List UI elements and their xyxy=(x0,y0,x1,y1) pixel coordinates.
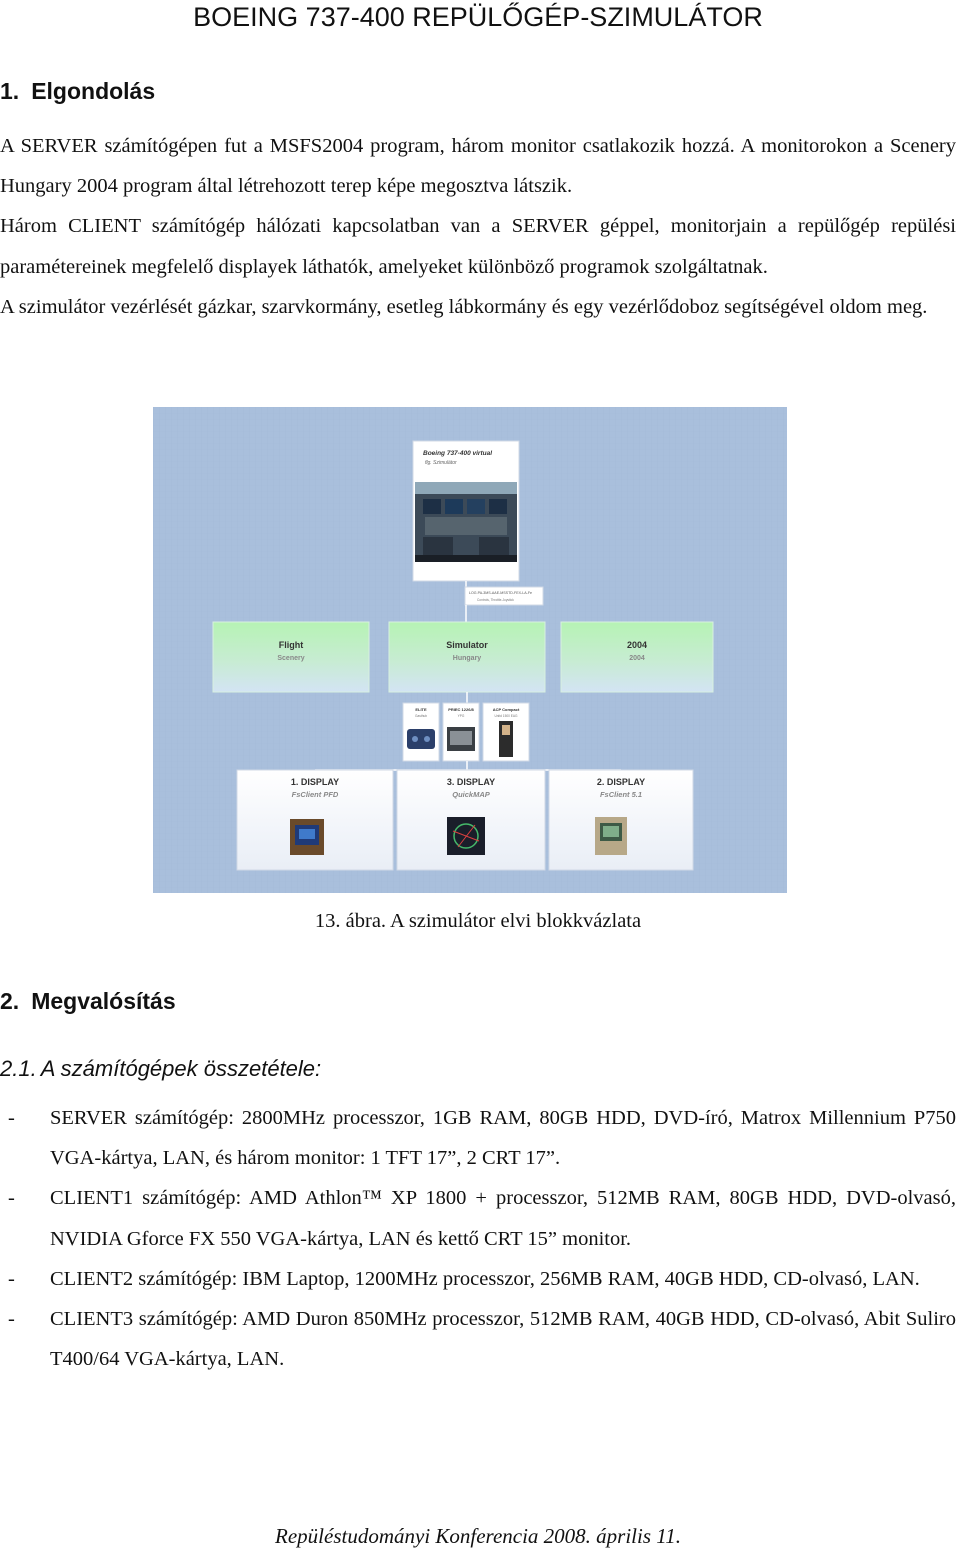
top-box-subtitle: flg. Szimulátor xyxy=(425,460,457,466)
green-box-line1: 2004 xyxy=(626,640,648,650)
list-marker: - xyxy=(8,1267,15,1290)
display-2-photo xyxy=(595,817,627,855)
spec-item-client1 xyxy=(0,1178,956,1258)
section-2-heading xyxy=(0,986,176,1016)
page-title: BOEING 737-400 REPÜLŐGÉP-SZIMULÁTOR xyxy=(193,2,763,32)
section-2-title: Megvalósítás xyxy=(31,988,176,1014)
block-diagram-figure xyxy=(153,407,787,893)
intro-paragraph: Három CLIENT számítógép hálózati kapcsolatban van a SERVER géppel, monitorjain a repülőgép repülési paramétereinek megfelelő displayek láthatók, amelyeket különböző programok szolgáltatnak. xyxy=(0,215,956,278)
block-diagram xyxy=(153,407,787,893)
green-box-line2: 2004 xyxy=(629,655,645,662)
control-label-box xyxy=(465,587,543,605)
client-box-priec xyxy=(443,703,479,761)
subsection-2-1-title: A számítógépek összetétele: xyxy=(40,1056,322,1081)
list-marker: - xyxy=(8,1187,15,1210)
client-title: PRIEC 1226/8 xyxy=(448,707,474,712)
client-box-elite xyxy=(403,703,439,761)
display-title: 2. DISPLAY xyxy=(596,777,646,787)
figure-caption: 13. ábra. A szimulátor elvi blokkvázlata xyxy=(314,910,642,932)
intro-paragraph: A SERVER számítógépen fut a MSFS2004 program, három monitor csatlakozik hozzá. A monitorokon a Scenery Hungary 2004 program által létrehozott terep képe megosztva látszik. xyxy=(0,135,956,198)
green-box-2004 xyxy=(561,622,713,692)
display-subtitle: QuickMAP xyxy=(452,790,490,799)
spec-item-text: SERVER számítógép: 2800MHz processzor, 1GB RAM, 80GB HDD, DVD-író, Matrox Millennium P750 VGA-kártya, LAN, és három monitor: 1 TFT 17”, 2 CRT 17”. xyxy=(50,1107,956,1170)
top-box-title: Boeing 737-400 virtual xyxy=(423,450,492,457)
client-title: ELITE xyxy=(415,707,427,712)
green-box-line1: Flight xyxy=(278,640,304,650)
display-1-photo xyxy=(290,819,324,855)
client-box-acp xyxy=(483,703,529,761)
section-2-number: 2. xyxy=(0,988,20,1014)
spec-item-text: CLIENT3 számítógép: AMD Duron 850MHz processzor, 512MB RAM, 40GB HDD, CD-olvasó, Abit Suliro T400/64 VGA-kártya, LAN. xyxy=(50,1308,956,1371)
client-title: ACP Compact xyxy=(492,707,520,712)
display-3-photo xyxy=(447,817,485,855)
green-box-simulator xyxy=(389,622,545,692)
green-box-line1: Simulator xyxy=(446,640,488,650)
spec-item-server xyxy=(0,1098,956,1178)
section-1-number: 1. xyxy=(0,78,20,104)
green-box-line2: Hungary xyxy=(452,655,482,662)
display-title: 3. DISPLAY xyxy=(446,777,496,787)
display-box-3 xyxy=(397,770,545,870)
subsection-2-1-heading xyxy=(0,1054,321,1084)
display-box-2 xyxy=(549,770,693,870)
client-subtitle: Unitd 1500 EAG xyxy=(494,714,518,718)
spec-item-text: CLIENT2 számítógép: IBM Laptop, 1200MHz processzor, 256MB RAM, 40GB HDD, CD-olvasó, LAN. xyxy=(50,1267,920,1290)
control-label-line2: Controls, Throttle-Joystick xyxy=(477,598,514,602)
spec-item-text: CLIENT1 számítógép: AMD Athlon™ XP 1800 + processzor, 512MB RAM, 80GB HDD, DVD-olvasó, NVIDIA Gforce FX 550 VGA-kártya, LAN és kettő CRT 15” monitor. xyxy=(50,1187,956,1250)
computer-spec-list xyxy=(0,1098,956,1379)
display-subtitle: FsClient PFD xyxy=(291,790,339,799)
client-subtitle: Gasthub xyxy=(414,714,428,718)
spec-item-client3 xyxy=(0,1299,956,1379)
cockpit-photo xyxy=(415,482,517,562)
green-box-flight xyxy=(213,622,369,692)
list-marker: - xyxy=(8,1308,15,1331)
list-marker: - xyxy=(8,1107,15,1129)
control-label-line1: LOG.PA-3MS-AAE-MSSTD-FEX-LA-Fe xyxy=(469,591,533,595)
subsection-2-1-number: 2.1. xyxy=(0,1056,37,1081)
spec-item-client2 xyxy=(0,1259,956,1299)
page-footer: Repüléstudományi Konferencia 2008. április 11. xyxy=(275,1524,681,1548)
elite-device-photo xyxy=(407,729,435,749)
display-title: 1. DISPLAY xyxy=(290,777,340,787)
intro-paragraph: A szimulátor vezérlését gázkar, szarvkormány, esetleg lábkormány és egy vezérlődoboz segítségével oldom meg. xyxy=(0,295,928,318)
top-box xyxy=(413,441,519,581)
display-box-1 xyxy=(237,770,393,870)
intro-text xyxy=(0,126,956,327)
display-subtitle: FsClient 5.1 xyxy=(599,790,643,799)
section-1-heading xyxy=(0,76,155,106)
green-box-line2: Scenery xyxy=(277,655,305,662)
section-1-title: Elgondolás xyxy=(31,78,156,104)
client-subtitle: YPG xyxy=(457,714,465,718)
